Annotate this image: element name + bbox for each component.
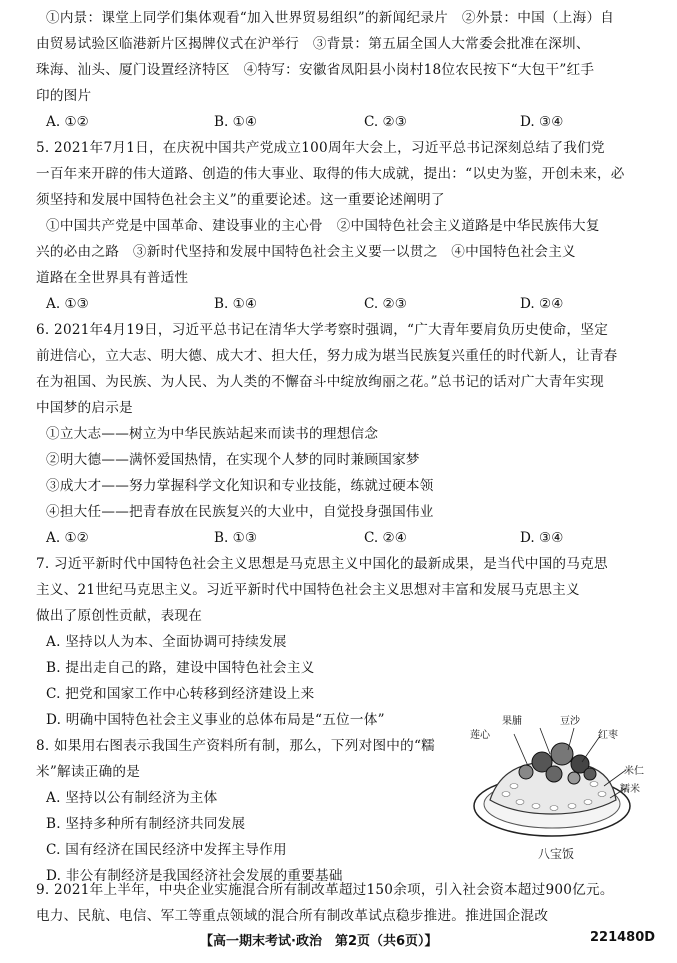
- footer-exam-info: 【高一期末考试·政治 第2页（共6页）】: [200, 934, 438, 949]
- label-nuomi: 糯米: [620, 784, 640, 795]
- q6-option-line: ③成大才——努力掌握科学文化知识和专业技能，练就过硬本领: [46, 478, 434, 494]
- q6-stem-line: 中国梦的启示是: [36, 400, 133, 416]
- choice-a: A. ①③: [46, 296, 89, 312]
- q6-option-line: ④担大任——把青春放在民族复兴的大业中，自觉投身强国伟业: [46, 504, 434, 520]
- choice-a: A. ①②: [46, 114, 89, 130]
- label-miren: 米仁: [624, 766, 644, 777]
- choice-c: C. ②③: [364, 114, 407, 130]
- choice-d: D. ③④: [520, 530, 564, 546]
- q6-option-line: ②明大德——满怀爱国热情，在实现个人梦的同时兼顾国家梦: [46, 452, 420, 468]
- q5-stem-line: 一百年来开辟的伟大道路、创造的伟大事业、取得的伟大成就，提出：“以史为鉴，开创未来，必: [36, 166, 625, 182]
- footer-code: 221480D: [590, 930, 656, 945]
- label-hongzao: 红枣: [598, 730, 618, 741]
- page-footer: [0, 930, 677, 950]
- label-guopu: 果脯: [502, 716, 522, 727]
- q6-stem-line: 在为祖国、为民族、为人民、为人类的不懈奋斗中绽放绚丽之花。”总书记的话对广大青年实现: [36, 374, 604, 390]
- q9-stem-line: 9. 2021年上半年，中央企业实施混合所有制改革超过150余项，引入社会资本超过900亿元。: [36, 882, 614, 898]
- q8-stem-line: 米”解读正确的是: [36, 764, 141, 780]
- q9-stem-line: 电力、民航、电信、军工等重点领域的混合所有制改革试点稳步推进。推进国企混改: [36, 908, 549, 924]
- q4-option-line: ①内景：课堂上同学们集体观看“加入世界贸易组织”的新闻纪录片 ②外景：中国（上海）自: [46, 10, 615, 26]
- q7-stem-line: 7. 习近平新时代中国特色社会主义思想是马克思主义中国化的最新成果，是当代中国的马克思: [36, 556, 608, 572]
- q7-choice-d: D. 明确中国特色社会主义事业的总体布局是“五位一体”: [46, 712, 385, 728]
- q8-choice-d: D. 非公有制经济是我国经济社会发展的重要基础: [46, 868, 343, 884]
- rice-plate-illustration: [470, 714, 650, 844]
- q5-stem-line: 5. 2021年7月1日，在庆祝中国共产党成立100周年大会上，习近平总书记深刻总结了我们党: [36, 140, 605, 156]
- q7-stem-line: 做出了原创性贡献，表现在: [36, 608, 203, 624]
- choice-b: B. ①④: [214, 296, 258, 312]
- q6-stem-line: 前进信心，立大志、明大德、成大才、担大任，努力成为堪当民族复兴重任的时代新人，让青春: [36, 348, 618, 364]
- choice-a: A. ①②: [46, 530, 89, 546]
- q8-choice-c: C. 国有经济在国民经济中发挥主导作用: [46, 842, 287, 858]
- q5-option-line: 道路在全世界具有普适性: [36, 270, 189, 286]
- q8-stem-line: 8. 如果用右图表示我国生产资料所有制，那么，下列对图中的“糯: [36, 738, 436, 754]
- choice-b: B. ①③: [214, 530, 258, 546]
- q5-option-line: ①中国共产党是中国革命、建设事业的主心骨 ②中国特色社会主义道路是中华民族伟大复: [46, 218, 600, 234]
- figure-caption: 八宝饭: [538, 847, 575, 861]
- label-lianxin: 莲心: [470, 730, 490, 741]
- choice-b: B. ①④: [214, 114, 258, 130]
- q7-choice-b: B. 提出走自己的路，建设中国特色社会主义: [46, 660, 315, 676]
- choice-d: D. ③④: [520, 114, 564, 130]
- q7-stem-line: 主义、21世纪马克思主义。习近平新时代中国特色社会主义思想对丰富和发展马克思主义: [36, 582, 580, 598]
- q8-choice-a: A. 坚持以公有制经济为主体: [46, 790, 218, 806]
- q4-option-line: 印的图片: [36, 88, 92, 104]
- choice-d: D. ②④: [520, 296, 564, 312]
- q4-option-line: 由贸易试验区临港新片区揭牌仪式在沪举行 ③背景：第五届全国人大常委会批准在深圳、: [36, 36, 590, 52]
- q8-choice-b: B. 坚持多种所有制经济共同发展: [46, 816, 246, 832]
- q5-option-line: 兴的必由之路 ③新时代坚持和发展中国特色社会主义要一以贯之 ④中国特色社会主义: [36, 244, 576, 260]
- q6-option-line: ①立大志——树立为中华民族站起来而读书的理想信念: [46, 426, 379, 442]
- choice-c: C. ②④: [364, 530, 407, 546]
- q4-option-line: 珠海、汕头、厦门设置经济特区 ④特写：安徽省凤阳县小岗村18位农民按下“大包干”红手: [36, 62, 595, 78]
- choice-c: C. ②③: [364, 296, 407, 312]
- q7-choice-c: C. 把党和国家工作中心转移到经济建设上来: [46, 686, 315, 702]
- label-dousha: 豆沙: [560, 716, 580, 727]
- q7-choice-a: A. 坚持以人为本、全面协调可持续发展: [46, 634, 287, 650]
- q5-stem-line: 须坚持和发展中国特色社会主义”的重要论述。这一重要论述阐明了: [36, 192, 445, 208]
- q6-stem-line: 6. 2021年4月19日，习近平总书记在清华大学考察时强调，“广大青年要肩负历史使命，坚定: [36, 322, 609, 338]
